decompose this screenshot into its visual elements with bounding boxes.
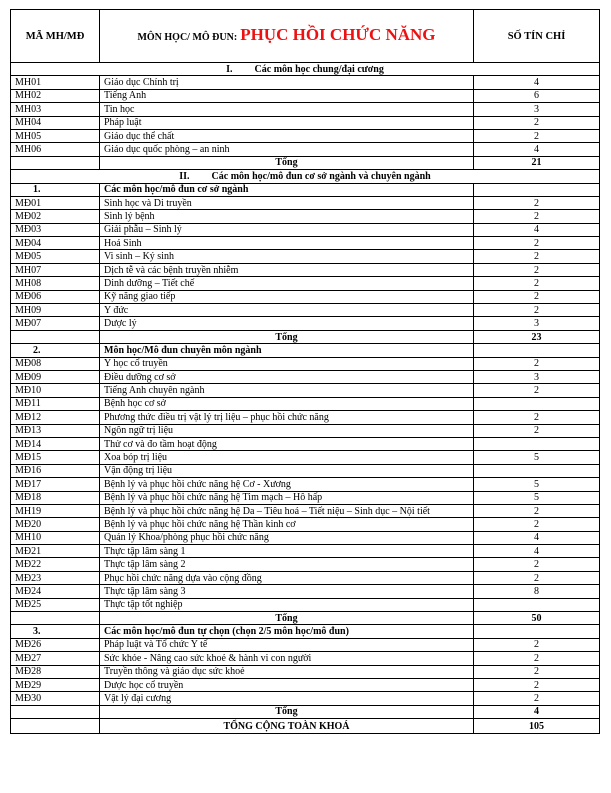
table-row [11,304,600,317]
subject-credits: 2 [474,116,600,129]
subtotal-spacer [11,156,100,169]
grand-total-spacer [11,719,100,734]
subject-name: Ngôn ngữ trị liệu [100,424,474,437]
table-row [11,357,600,370]
major-title: PHỤC HỒI CHỨC NĂNG [240,25,436,44]
subject-code: MĐ12 [11,411,100,424]
subsection-heading [11,183,600,196]
subject-name: Thực tập tốt nghiệp [100,598,474,611]
subject-name: Hoá Sinh [100,237,474,250]
grand-total-value: 105 [474,719,600,734]
subject-credits: 2 [474,518,600,531]
subject-code: MH04 [11,116,100,129]
curriculum-table [10,9,600,734]
subject-code: MĐ21 [11,545,100,558]
subject-name: Vận động trị liệu [100,464,474,477]
subject-credits: 2 [474,237,600,250]
subject-credits: 3 [474,370,600,383]
subject-code: MĐ01 [11,196,100,209]
subject-credits: 2 [474,424,600,437]
code-column-header: MÃ MH/MĐ [11,10,100,63]
table-row [11,638,600,651]
subsection-heading [11,625,600,638]
table-row [11,531,600,544]
section-number: I. [226,63,233,75]
subject-credits: 2 [474,250,600,263]
subject-code: MĐ14 [11,437,100,450]
table-header-row [11,10,600,63]
table-row [11,598,600,611]
table-row [11,116,600,129]
subject-code: MĐ17 [11,478,100,491]
subject-code: MH02 [11,89,100,102]
table-row [11,478,600,491]
subsection-heading [11,344,600,357]
subject-code: MĐ18 [11,491,100,504]
subsection-title: Các môn học/mô đun tự chọn (chọn 2/5 môn học/mô đun) [100,625,474,638]
subject-credits: 2 [474,652,600,665]
subject-code: MĐ10 [11,384,100,397]
subject-credits: 4 [474,76,600,89]
subject-code: MĐ20 [11,518,100,531]
table-row [11,424,600,437]
subject-credits: 3 [474,103,600,116]
subject-credits: 2 [474,504,600,517]
subject-name: Giáo dục quốc phòng – an ninh [100,143,474,156]
table-row [11,411,600,424]
subject-name: Bệnh lý và phục hồi chức năng hệ Tim mạch – Hô hấp [100,491,474,504]
subject-code: MH08 [11,277,100,290]
subject-name: Bệnh lý và phục hồi chức năng hệ Thần kinh cơ [100,518,474,531]
subject-name: Dinh dưỡng – Tiết chế [100,277,474,290]
subtotal-row [11,705,600,718]
subject-credits: 2 [474,304,600,317]
subject-code: MĐ02 [11,210,100,223]
subject-credits: 2 [474,692,600,705]
subject-code: MH05 [11,129,100,142]
table-row [11,129,600,142]
subject-name: Dược học cổ truyền [100,678,474,691]
section-heading-cell [11,170,600,183]
subject-credits: 4 [474,545,600,558]
table-row [11,384,600,397]
subject-credits: 2 [474,196,600,209]
subject-code: MĐ03 [11,223,100,236]
section-specialized-heading [11,170,600,183]
table-row [11,504,600,517]
subject-code: MĐ29 [11,678,100,691]
table-row [11,277,600,290]
table-row [11,678,600,691]
table-row [11,143,600,156]
subsection-credit-spacer [474,625,600,638]
subject-code: MĐ25 [11,598,100,611]
subtotal-label: Tổng [100,612,474,625]
subtotal-value: 21 [474,156,600,169]
table-row [11,397,600,410]
subject-credits [474,464,600,477]
table-row [11,370,600,383]
subtotal-value: 23 [474,330,600,343]
subject-name: Tiếng Anh chuyên ngành [100,384,474,397]
subject-name: Sinh lý bệnh [100,210,474,223]
subject-credits: 2 [474,210,600,223]
table-row [11,558,600,571]
table-row [11,250,600,263]
subject-credits: 2 [474,277,600,290]
subject-prefix: MÔN HỌC/ MÔ ĐUN: [137,32,238,43]
subtotal-value: 50 [474,612,600,625]
subsection-credit-spacer [474,344,600,357]
subject-name: Bệnh lý và phục hồi chức năng hệ Da – Tiêu hoá – Tiết niệu – Sinh dục – Nội tiết [100,504,474,517]
table-row [11,263,600,276]
subject-credits: 4 [474,143,600,156]
subject-code: MH19 [11,504,100,517]
subject-name: Thực tập lâm sàng 1 [100,545,474,558]
table-row [11,652,600,665]
subject-name: Tiếng Anh [100,89,474,102]
subject-credits [474,397,600,410]
table-row [11,196,600,209]
subtotal-row [11,330,600,343]
subject-name: Vật lý đại cương [100,692,474,705]
table-row [11,89,600,102]
section-title: Các môn học chung/đại cương [254,63,384,75]
subject-code: MH07 [11,263,100,276]
subject-name: Giáo dục thể chất [100,129,474,142]
subject-code: MH10 [11,531,100,544]
subject-credits: 2 [474,678,600,691]
table-row [11,317,600,330]
subject-name: Y đức [100,304,474,317]
subject-code: MĐ08 [11,357,100,370]
subtotal-spacer [11,612,100,625]
subtotal-row [11,612,600,625]
subtotal-row [11,156,600,169]
subject-credits: 2 [474,357,600,370]
subject-name: Sinh học và Di truyền [100,196,474,209]
subject-code: MĐ23 [11,571,100,584]
subsection-credit-spacer [474,183,600,196]
subject-credits: 2 [474,411,600,424]
subject-code: MH03 [11,103,100,116]
subject-name: Quản lý Khoa/phòng phục hồi chức năng [100,531,474,544]
subject-code: MĐ15 [11,451,100,464]
table-row [11,223,600,236]
table-row [11,665,600,678]
subject-code: MH01 [11,76,100,89]
subject-credits: 5 [474,478,600,491]
table-row [11,76,600,89]
subject-code: MH06 [11,143,100,156]
subject-name: Bệnh lý và phục hồi chức năng hệ Cơ - Xương [100,478,474,491]
subject-credits [474,598,600,611]
subtotal-spacer [11,330,100,343]
table-row [11,491,600,504]
subject-code: MĐ28 [11,665,100,678]
subject-name: Y học cổ truyền [100,357,474,370]
subject-credits: 2 [474,290,600,303]
subject-credits: 6 [474,89,600,102]
subsection-title: Môn học/Mô đun chuyên môn ngành [100,344,474,357]
table-row [11,103,600,116]
subject-code: MĐ04 [11,237,100,250]
subject-credits: 2 [474,129,600,142]
section-title: Các môn học/mô đun cơ sở ngành và chuyên ngành [211,170,431,182]
section-general-heading [11,63,600,76]
grand-total-label: TỔNG CỘNG TOÀN KHOÁ [100,719,474,734]
subject-code: MĐ11 [11,397,100,410]
table-row [11,585,600,598]
grand-total-row [11,719,600,734]
subject-name: Thực tập lâm sàng 3 [100,585,474,598]
subject-name: Phục hồi chức năng dựa vào cộng đồng [100,571,474,584]
table-row [11,571,600,584]
table-row [11,237,600,250]
subject-code: MĐ22 [11,558,100,571]
subtotal-spacer [11,705,100,718]
subject-name: Tin học [100,103,474,116]
subject-credits: 3 [474,317,600,330]
subsection-number: 2. [11,344,100,357]
table-row [11,451,600,464]
subject-code: MĐ30 [11,692,100,705]
subject-name: Thử cơ và đo tầm hoạt động [100,437,474,450]
subtotal-label: Tổng [100,705,474,718]
subject-code: MĐ06 [11,290,100,303]
subject-credits: 4 [474,223,600,236]
subsection-number: 3. [11,625,100,638]
subject-code: MĐ26 [11,638,100,651]
subject-credits: 5 [474,491,600,504]
subject-credits: 2 [474,384,600,397]
subject-name: Sức khỏe - Nâng cao sức khoẻ & hành vi con người [100,652,474,665]
subject-name: Bệnh học cơ sở [100,397,474,410]
subject-code: MĐ13 [11,424,100,437]
table-row [11,210,600,223]
subtotal-label: Tổng [100,330,474,343]
subject-name: Giải phẫu – Sinh lý [100,223,474,236]
subject-credits: 2 [474,263,600,276]
subject-credits: 4 [474,531,600,544]
subject-name: Dược lý [100,317,474,330]
subject-name: Điều dưỡng cơ sở [100,370,474,383]
subsection-number: 1. [11,183,100,196]
subject-credits: 2 [474,638,600,651]
subject-code: MĐ07 [11,317,100,330]
subject-credits: 2 [474,571,600,584]
subject-name: Giáo dục Chính trị [100,76,474,89]
table-row [11,518,600,531]
subject-credits: 5 [474,451,600,464]
subject-code: MĐ09 [11,370,100,383]
subject-credits: 2 [474,665,600,678]
table-row [11,692,600,705]
subtotal-label: Tổng [100,156,474,169]
subject-name: Kỹ năng giao tiếp [100,290,474,303]
subject-name: Dịch tễ và các bệnh truyền nhiễm [100,263,474,276]
subject-name: Vi sinh – Ký sinh [100,250,474,263]
credit-column-header: SỐ TÍN CHỈ [474,10,600,63]
table-row [11,545,600,558]
subject-code: MĐ05 [11,250,100,263]
subject-credits: 2 [474,558,600,571]
subject-credits: 8 [474,585,600,598]
subject-code: MĐ24 [11,585,100,598]
table-row [11,437,600,450]
subject-name: Pháp luật [100,116,474,129]
subject-column-header [100,10,474,63]
table-row [11,290,600,303]
section-number: II. [179,170,190,182]
subject-name: Truyền thông và giáo dục sức khoẻ [100,665,474,678]
subject-credits [474,437,600,450]
subtotal-value: 4 [474,705,600,718]
table-row [11,464,600,477]
subject-name: Xoa bóp trị liệu [100,451,474,464]
subject-name: Thực tập lâm sàng 2 [100,558,474,571]
subsection-title: Các môn học/mô đun cơ sở ngành [100,183,474,196]
subject-code: MĐ27 [11,652,100,665]
subject-name: Phương thức điều trị vật lý trị liệu – phục hồi chức năng [100,411,474,424]
subject-name: Pháp luật và Tổ chức Y tế [100,638,474,651]
subject-code: MH09 [11,304,100,317]
subject-code: MĐ16 [11,464,100,477]
